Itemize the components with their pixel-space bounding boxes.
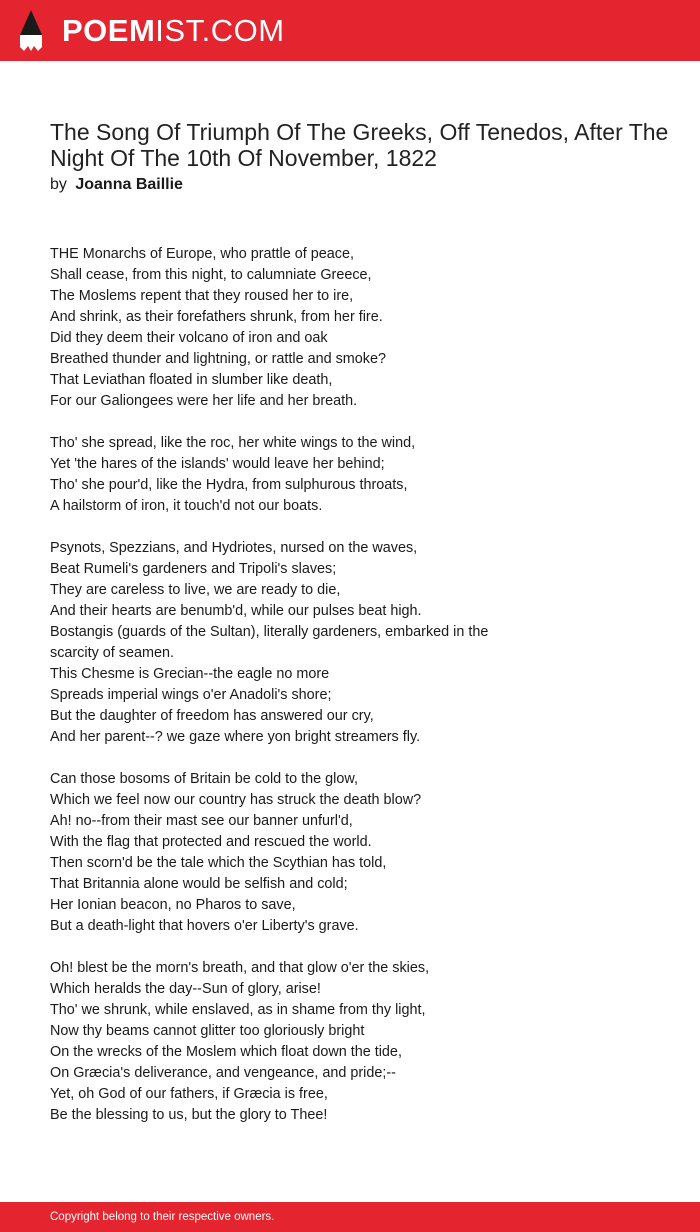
poem-title: The Song Of Triumph Of The Greeks, Off Tenedos, After The Night Of The 10th Of November, 1822: [50, 119, 669, 171]
poem-line: Be the blessing to us, but the glory to Thee!: [50, 1107, 328, 1123]
poem-line: Which heralds the day--Sun of glory, arise!: [50, 981, 321, 997]
poem-line: Bostangis (guards of the Sultan), literally gardeners, embarked in the: [50, 624, 489, 640]
poem-line: Which we feel now our country has struck the death blow?: [50, 792, 422, 808]
poem-line: But a death-light that hovers o'er Liberty's grave.: [50, 918, 359, 934]
poem-line: Her Ionian beacon, no Pharos to save,: [50, 897, 296, 913]
poem-line: Tho' she spread, like the roc, her white wings to the wind,: [50, 435, 416, 451]
logo-bold-text: POEM: [62, 13, 156, 48]
byline: [50, 175, 183, 195]
poem-line: Then scorn'd be the tale which the Scythian has told,: [50, 855, 387, 871]
poem-line: That Britannia alone would be selfish and cold;: [50, 876, 348, 892]
poem-line: Spreads imperial wings o'er Anadoli's shore;: [50, 687, 332, 703]
logo-light-text: IST.COM: [155, 13, 285, 48]
poem-line: Can those bosoms of Britain be cold to the glow,: [50, 771, 358, 787]
poem-stanza: [50, 433, 650, 517]
poem-body: [50, 244, 650, 1147]
poem-line: Breathed thunder and lightning, or rattle and smoke?: [50, 351, 387, 367]
poem-stanza: [50, 244, 650, 412]
poem-line: And shrink, as their forefathers shrunk, from her fire.: [50, 309, 383, 325]
pencil-icon[interactable]: [18, 9, 44, 53]
poem-line: THE Monarchs of Europe, who prattle of peace,: [50, 246, 354, 262]
poem-line: And her parent--? we gaze where yon bright streamers fly.: [50, 729, 421, 745]
poem-line: Yet 'the hares of the islands' would leave her behind;: [50, 456, 385, 472]
poem-line: Did they deem their volcano of iron and oak: [50, 330, 328, 346]
poem-line: With the flag that protected and rescued the world.: [50, 834, 372, 850]
site-footer: [0, 1202, 700, 1232]
site-header: [0, 0, 700, 61]
by-label: by: [50, 176, 67, 193]
poem-stanza: [50, 538, 650, 748]
poem-line: Shall cease, from this night, to calumniate Greece,: [50, 267, 372, 283]
site-logo[interactable]: [62, 11, 285, 51]
poem-line: That Leviathan floated in slumber like death,: [50, 372, 333, 388]
poem-line: The Moslems repent that they roused her to ire,: [50, 288, 354, 304]
poem-stanza: [50, 958, 650, 1126]
poem-line: They are careless to live, we are ready to die,: [50, 582, 341, 598]
poem-line: But the daughter of freedom has answered our cry,: [50, 708, 374, 724]
poem-line: Yet, oh God of our fathers, if Græcia is free,: [50, 1086, 328, 1102]
poem-stanza: [50, 769, 650, 937]
poem-line: Tho' she pour'd, like the Hydra, from sulphurous throats,: [50, 477, 408, 493]
poem-line: Now thy beams cannot glitter too gloriously bright: [50, 1023, 365, 1039]
poem-line: And their hearts are benumb'd, while our pulses beat high.: [50, 603, 422, 619]
poem-line: scarcity of seamen.: [50, 645, 174, 661]
poem-line: Tho' we shrunk, while enslaved, as in shame from thy light,: [50, 1002, 426, 1018]
poem-line: On the wrecks of the Moslem which float down the tide,: [50, 1044, 402, 1060]
poem-line: Ah! no--from their mast see our banner unfurl'd,: [50, 813, 353, 829]
poem-line: For our Galiongees were her life and her breath.: [50, 393, 358, 409]
poem-line: Beat Rumeli's gardeners and Tripoli's slaves;: [50, 561, 337, 577]
author-name: Joanna Baillie: [75, 176, 183, 193]
poem-line: A hailstorm of iron, it touch'd not our boats.: [50, 498, 323, 514]
poem-line: This Chesme is Grecian--the eagle no more: [50, 666, 330, 682]
poem-line: Psynots, Spezzians, and Hydriotes, nursed on the waves,: [50, 540, 418, 556]
poem-line: On Græcia's deliverance, and vengeance, and pride;--: [50, 1065, 396, 1081]
poem-line: Oh! blest be the morn's breath, and that glow o'er the skies,: [50, 960, 430, 976]
copyright-text: Copyright belong to their respective owners.: [50, 1211, 275, 1223]
